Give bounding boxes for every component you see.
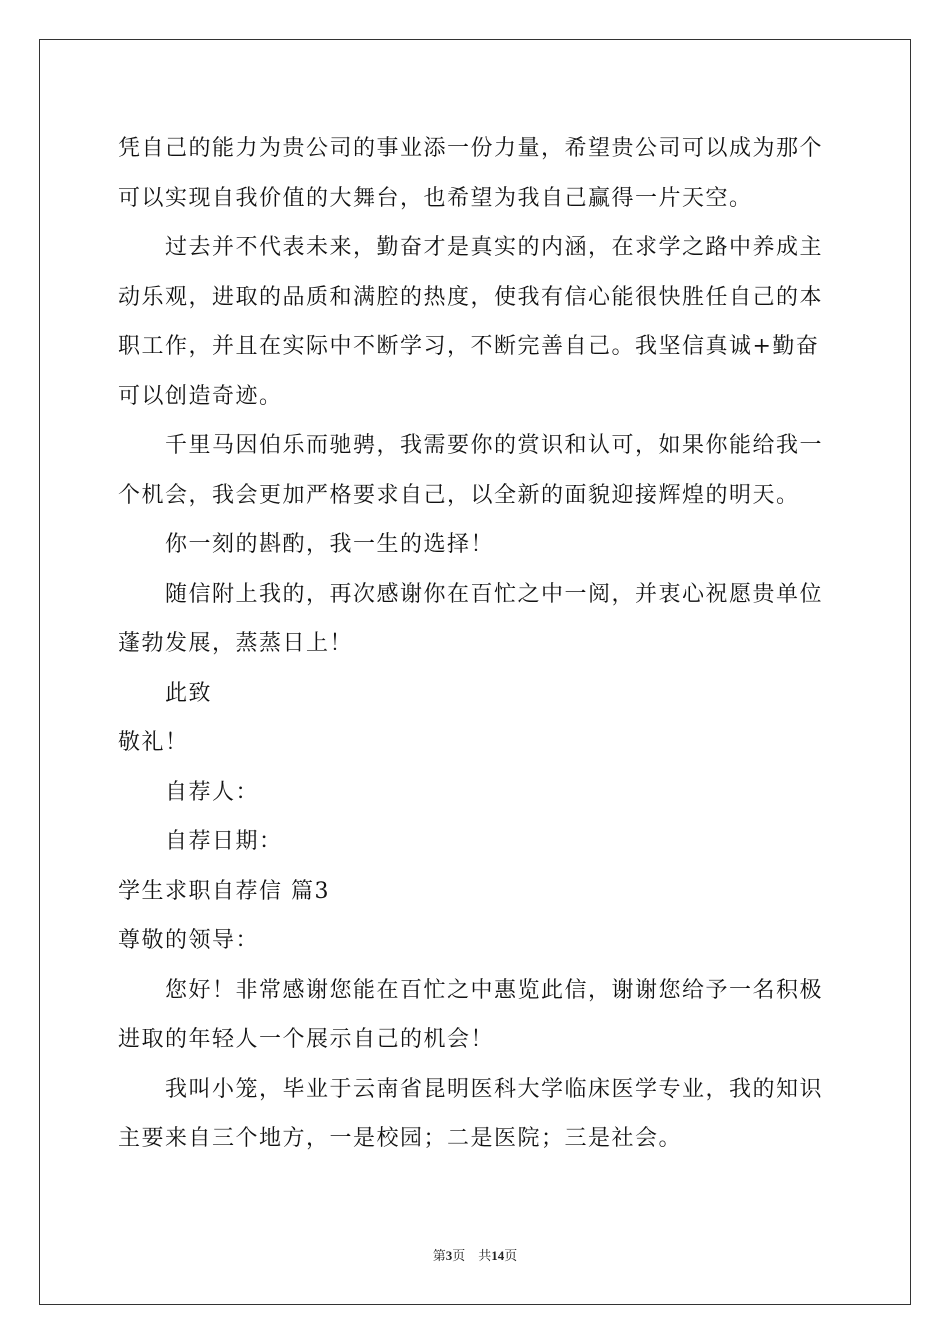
- text-line: 主要来自三个地方，一是校园；二是医院；三是社会。: [118, 1126, 683, 1151]
- text-line: 过去并不代表未来，勤奋才是真实的内涵，在求学之路中养成主: [165, 235, 824, 260]
- text-line: 可以实现自我价值的大舞台，也希望为我自己赢得一片天空。: [118, 185, 753, 211]
- greeting: 尊敬的领导：: [118, 928, 260, 953]
- page-footer: [0, 1245, 950, 1264]
- footer-page-number: 3: [445, 1248, 453, 1263]
- section-heading: 学生求职自荐信 篇3: [118, 878, 330, 904]
- text-line: 我叫小笼，毕业于云南省昆明医科大学临床医学专业，我的知识: [165, 1076, 824, 1102]
- closing-salutation: 此致: [165, 680, 213, 706]
- closing-regards: 敬礼！: [118, 730, 189, 755]
- text-line: 随信附上我的，再次感谢你在百忙之中一阅，并衷心祝愿贵单位: [165, 581, 824, 607]
- footer-mid: 页 共: [452, 1248, 492, 1263]
- text-line: 凭自己的能力为贵公司的事业添一份力量，希望贵公司可以成为那个: [118, 136, 824, 161]
- text-line: 蓬勃发展，蒸蒸日上！: [118, 631, 354, 656]
- date-label: 自荐日期：: [165, 829, 283, 854]
- text-line: 您好！非常感谢您能在百忙之中惠览此信，谢谢您给予一名积极: [165, 977, 824, 1003]
- text-line: 你一刻的斟酌，我一生的选择！: [165, 532, 495, 557]
- document-body: [118, 124, 834, 1164]
- text-line: 千里马因伯乐而驰骋，我需要你的赏识和认可，如果你能给我一: [165, 433, 824, 458]
- text-line: 可以创造奇迹。: [118, 383, 283, 409]
- text-line: 动乐观，进取的品质和满腔的热度，使我有信心能很快胜任自己的本: [118, 284, 824, 310]
- text-line: 职工作，并且在实际中不断学习，不断完善自己。我坚信真诚+勤奋: [118, 334, 820, 359]
- text-line: 个机会，我会更加严格要求自己，以全新的面貌迎接辉煌的明天。: [118, 482, 800, 508]
- footer-suffix: 页: [504, 1248, 518, 1263]
- signature-label: 自荐人：: [165, 779, 260, 805]
- footer-prefix: 第: [432, 1248, 446, 1263]
- footer-total-pages: 14: [491, 1248, 505, 1263]
- text-line: 进取的年轻人一个展示自己的机会！: [118, 1027, 495, 1052]
